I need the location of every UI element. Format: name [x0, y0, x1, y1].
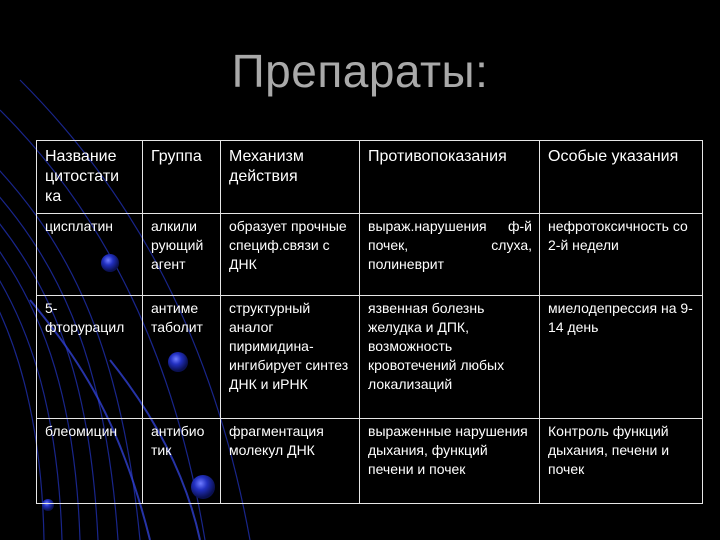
cell-notes: нефротоксичность со 2-й недели — [540, 214, 703, 296]
table-row — [37, 296, 703, 419]
cell-name: блеомицин — [37, 419, 143, 504]
cell-contraindications: выраженные нарушения дыхания, функций печени и почек — [360, 419, 540, 504]
cell-mechanism: структурный аналог пиримидина-ингибирует синтез ДНК и иРНК — [221, 296, 360, 419]
cell-group: антиме таболит — [143, 296, 221, 419]
cell-name: цисплатин — [37, 214, 143, 296]
cell-notes: миелодепрессия на 9-14 день — [540, 296, 703, 419]
table-row — [37, 214, 703, 296]
table-header-row — [37, 141, 703, 214]
cell-contraindications: язвенная болезнь желудка и ДПК, возможность кровотечений любых локализаций — [360, 296, 540, 419]
drugs-table — [36, 140, 703, 504]
header-mechanism: Механизм действия — [221, 141, 360, 214]
cell-mechanism: образует прочные специф.связи с ДНК — [221, 214, 360, 296]
header-name: Название цитостати ка — [37, 141, 143, 214]
cell-name: 5-фторурацил — [37, 296, 143, 419]
cell-notes: Контроль функций дыхания, печени и почек — [540, 419, 703, 504]
cell-group: антибио тик — [143, 419, 221, 504]
header-notes: Особые указания — [540, 141, 703, 214]
cell-contraindications: выраж.нарушения ф-й почек, слуха, полиневрит — [360, 214, 540, 296]
cell-mechanism: фрагментация молекул ДНК — [221, 419, 360, 504]
header-contraindications: Противопоказания — [360, 141, 540, 214]
header-group: Группа — [143, 141, 221, 214]
cell-group: алкили рующий агент — [143, 214, 221, 296]
slide-title: Препараты: — [231, 45, 489, 97]
table-row — [37, 419, 703, 504]
